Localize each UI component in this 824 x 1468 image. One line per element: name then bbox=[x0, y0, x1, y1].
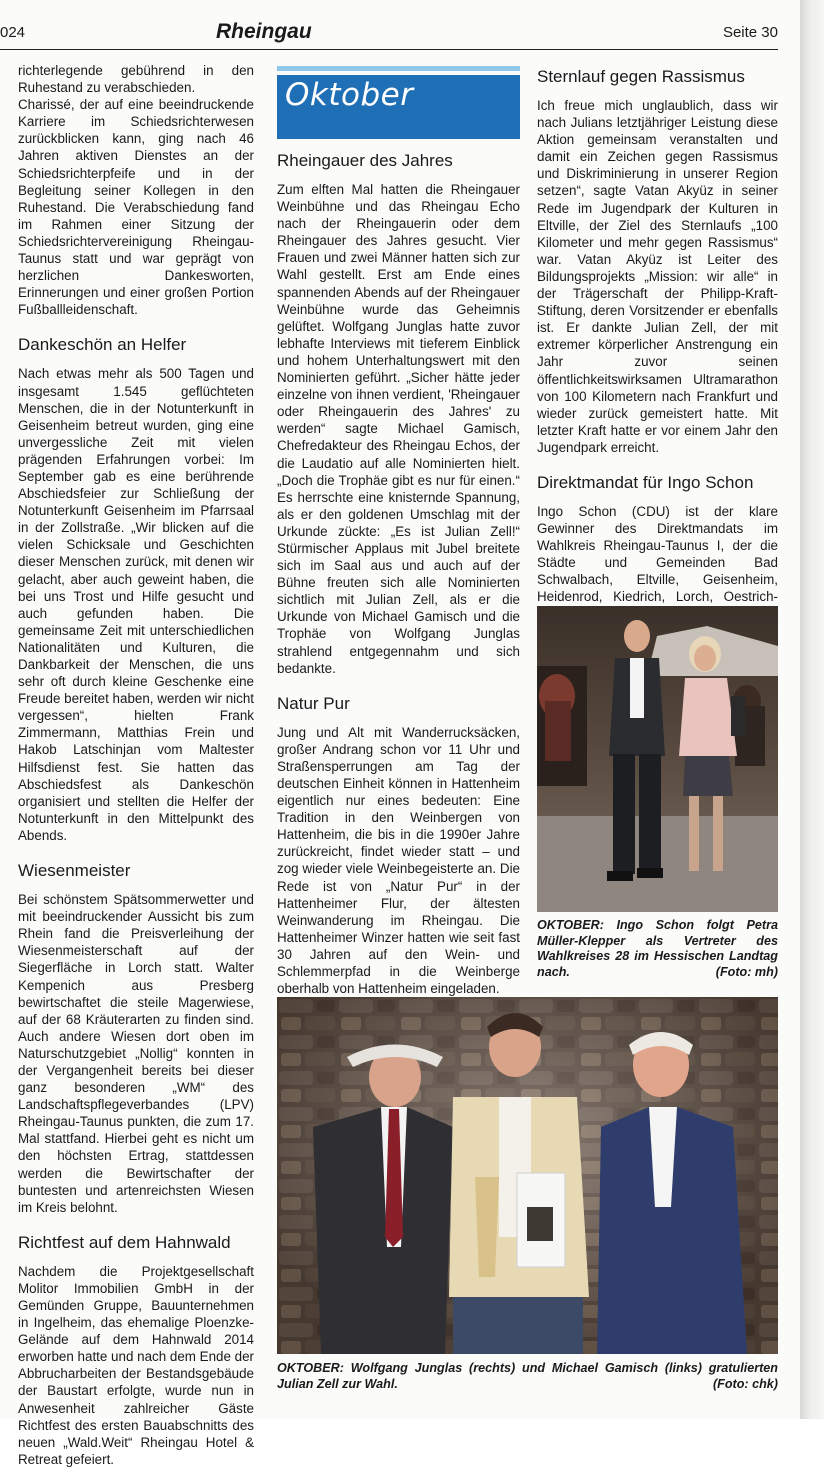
section-title: Rheingau bbox=[216, 20, 312, 43]
photo-caption-1 bbox=[537, 918, 778, 980]
article-text: Nachdem die Projektgesellschaft Molitor Immobilien GmbH in der Gemünden Gruppe, Bauunternehmen in Ingelheim, das ehemalige Ploenzke-Gelände auf dem Hahnwald 2014 erworben hatte und nach dem Ende der Abbrucharbeiten der Bestandsgebäude der Baustart erfolgte, wurde nun in Anwesenheit zahlreicher Gäste Richtfest des ersten Bauabschnitts des neuen „Wald.Weit“ Rheingau Hotel & Retreat gefeiert. bbox=[18, 1263, 254, 1467]
article-text: Jung und Alt mit Wanderrucksäcken, großer Andrang schon vor 11 Uhr und Straßensperrungen am Tag der deutschen Einheit können in Hattenheim eigentlich nur eines bedeuten: Eine Tradition in den Weinbergen von Hattenheim, die bis in die 1990er Jahre zurückreicht, findet wieder statt – und zog wieder viele Weinbegeisterte an. Die Rede ist von „Natur Pur“ in der Hattenheimer Flur, der ältesten Weinwanderung im Rheingau. Die Hattenheimer Winzer hatten wie seit fast 30 Jahren auf den Wein- und Schlemmerpfad in die Weinberge oberhalb von Hattenheim eingeladen. bbox=[277, 724, 520, 997]
headline-wiesenmeister: Wiesenmeister bbox=[18, 861, 131, 881]
column-left bbox=[18, 62, 254, 1468]
page-header bbox=[0, 22, 778, 50]
caption-text: OKTOBER: Wolfgang Junglas (rechts) und Michael Gamisch (links) gratulierten Julian Zell zur Wahl. bbox=[277, 1361, 778, 1391]
article-text: richterlegende gebührend in den Ruhestand zu verabschieden. bbox=[18, 63, 254, 96]
photo-illustration bbox=[277, 997, 778, 1354]
article-text: Bei schönstem Spätsommerwetter und mit beeindruckender Aussicht bis zum Rhein fand die Preisverleihung der Wiesenmeisterschaft auf der Siegerfläche in Lorch statt. Walter Kempenich aus Presberg bewirtschaftet die steile Magerwiese, auf der 68 Kräuterarten zu finden sind. Auch andere Wiesen dort oben im Naturschutzgebiet „Nollig“ konnten in der Vergangenheit bereits bei dieser ganz besonderen „WM“ des Landschaftspflegeverbandes (LPV) Rheingau-Taunus punkten, die zum 17. Mal stattfand. Hierbei geht es nicht um den höchsten Ertrag, stattdessen werden die Bewirtschafter der buntesten und artenreichsten Wiesen im Kreis belohnt. bbox=[18, 892, 254, 1215]
article-text: Ingo Schon (CDU) ist der klare Gewinner des Direktmandats im Wahlkreis Rheingau-Taunus I, der die Städte und Gemeinden Bad Schwalbach, Eltville, Geisenheim, Heidenrod, Kiedrich, Lorch, Oestrich- bbox=[537, 503, 778, 605]
header-divider bbox=[0, 49, 778, 50]
photo-credit: (Foto: mh) bbox=[715, 964, 778, 979]
page-edge-shadow bbox=[800, 0, 824, 1419]
photo-caption-2 bbox=[277, 1361, 778, 1392]
article-text: Nach etwas mehr als 500 Tagen und insgesamt 1.545 geflüchteten Menschen, die in der Notunterkunft in Geisenheim betreut wurden, ging eine unvergessliche Zeit mit vielen prägenden Erfahrungen vorbei: Im September gab es eine berührende Abschiedsfeier zur Schließung der Notunterkunft Geisenheim im Pfarrsaal in der Zollstraße. „Wir blicken auf die vielen Schicksale und Geschichten dieser Menschen zurück, mit denen wir gelacht, aber auch geweint haben, die bei uns Trost und Hilfe gesucht und auch gefunden haben. Die gemeinsame Zeit mit unterschiedlichen Nationalitäten und Kulturen, die Dankbarkeit der Menschen, die uns sehr oft durch kleine Geschenke eine Freude bereitet haben, werden wir nicht vergessen“, hielten Frank Zimmermann, Matthias Frein und Hakob Latschinjan vom Maltester Hilfsdienst fest. Sie hatten das Abschiedsfest als Dankeschön organisiert und stellten die Helfer der Notunterkunft in den Mittelpunkt des Abends. bbox=[18, 366, 254, 843]
article-text: Zum elften Mal hatten die Rheingauer Weinbühne und das Rheingau Echo nach der Rheingauerin oder dem Rheingauer des Jahres gesucht. Vier Frauen und zwei Männer hatten sich zur Wahl gestellt. Erst am Ende eines spannenden Abends auf der Rheingauer Weinbühne wurde das Geheimnis gelüftet. Wolfgang Junglas hatte zuvor lebhafte Interviews mit tieferem Einblick und hohem Unterhaltungswert mit den Nominierten geführt. „Sicher hätte jeder einzelne von ihnen verdient, 'Rheingauer oder Rheingauerin des Jahres' zu werden“ sagte Michael Gamisch, Chefredakteur des Rheingau Echos, der die Laudatio auf alle Nominierten hielt. „Doch die Trophäe gibt es nur für einen.“ Es herrschte eine knisternde Spannung, als er den goldenen Umschlag mit der Urkunde zückte: „Es ist Julian Zell!“ Stürmischer Applaus mit Jubel breitete sich im Saal aus und auch auf der Bühne freuten sich alle Nominierten sichtlich mit Julian Zell, als er die Urkunde von Michael Gamisch und die Trophäe von Wolfgang Junglas strahlend entgegennahm und sich bedankte. bbox=[277, 182, 520, 676]
caption-text: OKTOBER: Ingo Schon folgt Petra Müller-Klepper als Vertreter des Wahlkreises 28 im Hessischen Landtag nach. bbox=[537, 918, 778, 979]
photo-credit: (Foto: chk) bbox=[712, 1376, 778, 1391]
column-right bbox=[537, 62, 778, 623]
page-number: Seite 30 bbox=[722, 24, 778, 41]
column-middle bbox=[277, 62, 520, 997]
month-label: Oktober bbox=[285, 77, 414, 113]
headline-dankeschoen: Dankeschön an Helfer bbox=[18, 335, 187, 355]
headline-natur-pur: Natur Pur bbox=[277, 693, 350, 713]
banner-block bbox=[277, 75, 520, 139]
photo-julian-zell bbox=[277, 997, 778, 1354]
article-text: Ich freue mich unglaublich, dass wir nach Julians letztjähriger Leistung diese Aktion gemeinsam veranstalten und damit ein Zeichen gegen Rassismus und Diskriminierung in unserer Region setzen“, sagte Vatan Akyüz in seiner Rede im Jugendpark der Kulturen in Eltville, der Ziel des Sternlaufs „100 Kilometer und mehr gegen Rassismus“ war. Vatan Akyüz ist Leiter des Bildungsprojekts „Mission: wir alle“ in der Trägerschaft der Philipp-Kraft-Stiftung, deren Vorsitzender er ebenfalls ist. Er dankte Julian Zell, der mit extremer körperlicher Anstrengung ein Jahr zuvor seinen öffentlichkeitswirksamen Ultramarathon von 100 Kilometern nach Frankfurt und wieder zurück gemeistert hatte. Mit letzter Kraft hatte er vor einem Jahr den Jugendpark erreicht. bbox=[537, 98, 778, 455]
headline-sternlauf: Sternlauf gegen Rassismus bbox=[537, 67, 745, 86]
headline-richtfest: Richtfest auf dem Hahnwald bbox=[18, 1232, 231, 1252]
month-banner bbox=[277, 66, 520, 140]
issue-number: 024 bbox=[0, 24, 26, 41]
photo-ingo-schon bbox=[537, 606, 778, 912]
article-text: Charissé, der auf eine beeindruckende Karriere im Schiedsrichterwesen zurückblicken kann, ging nach 46 Jahren aktiven Dienstes an der Schiedsrichterpfeife und in der Begleitung seiner Kollegen in den Ruhestand. Die Verabschiedung fand im Rahmen einer Sitzung der Schiedsrichtervereinigung Rheingau-Taunus statt und war geprägt von herzlichen Dankesworten, Erinnerungen und einer großen Portion Fußballleidenschaft. bbox=[18, 97, 254, 318]
banner-stripe bbox=[277, 66, 520, 71]
headline-rheingauer-des-jahres: Rheingauer des Jahres bbox=[277, 151, 453, 170]
headline-direktmandat: Direktmandat für Ingo Schon bbox=[537, 472, 754, 492]
photo-illustration bbox=[537, 606, 778, 912]
